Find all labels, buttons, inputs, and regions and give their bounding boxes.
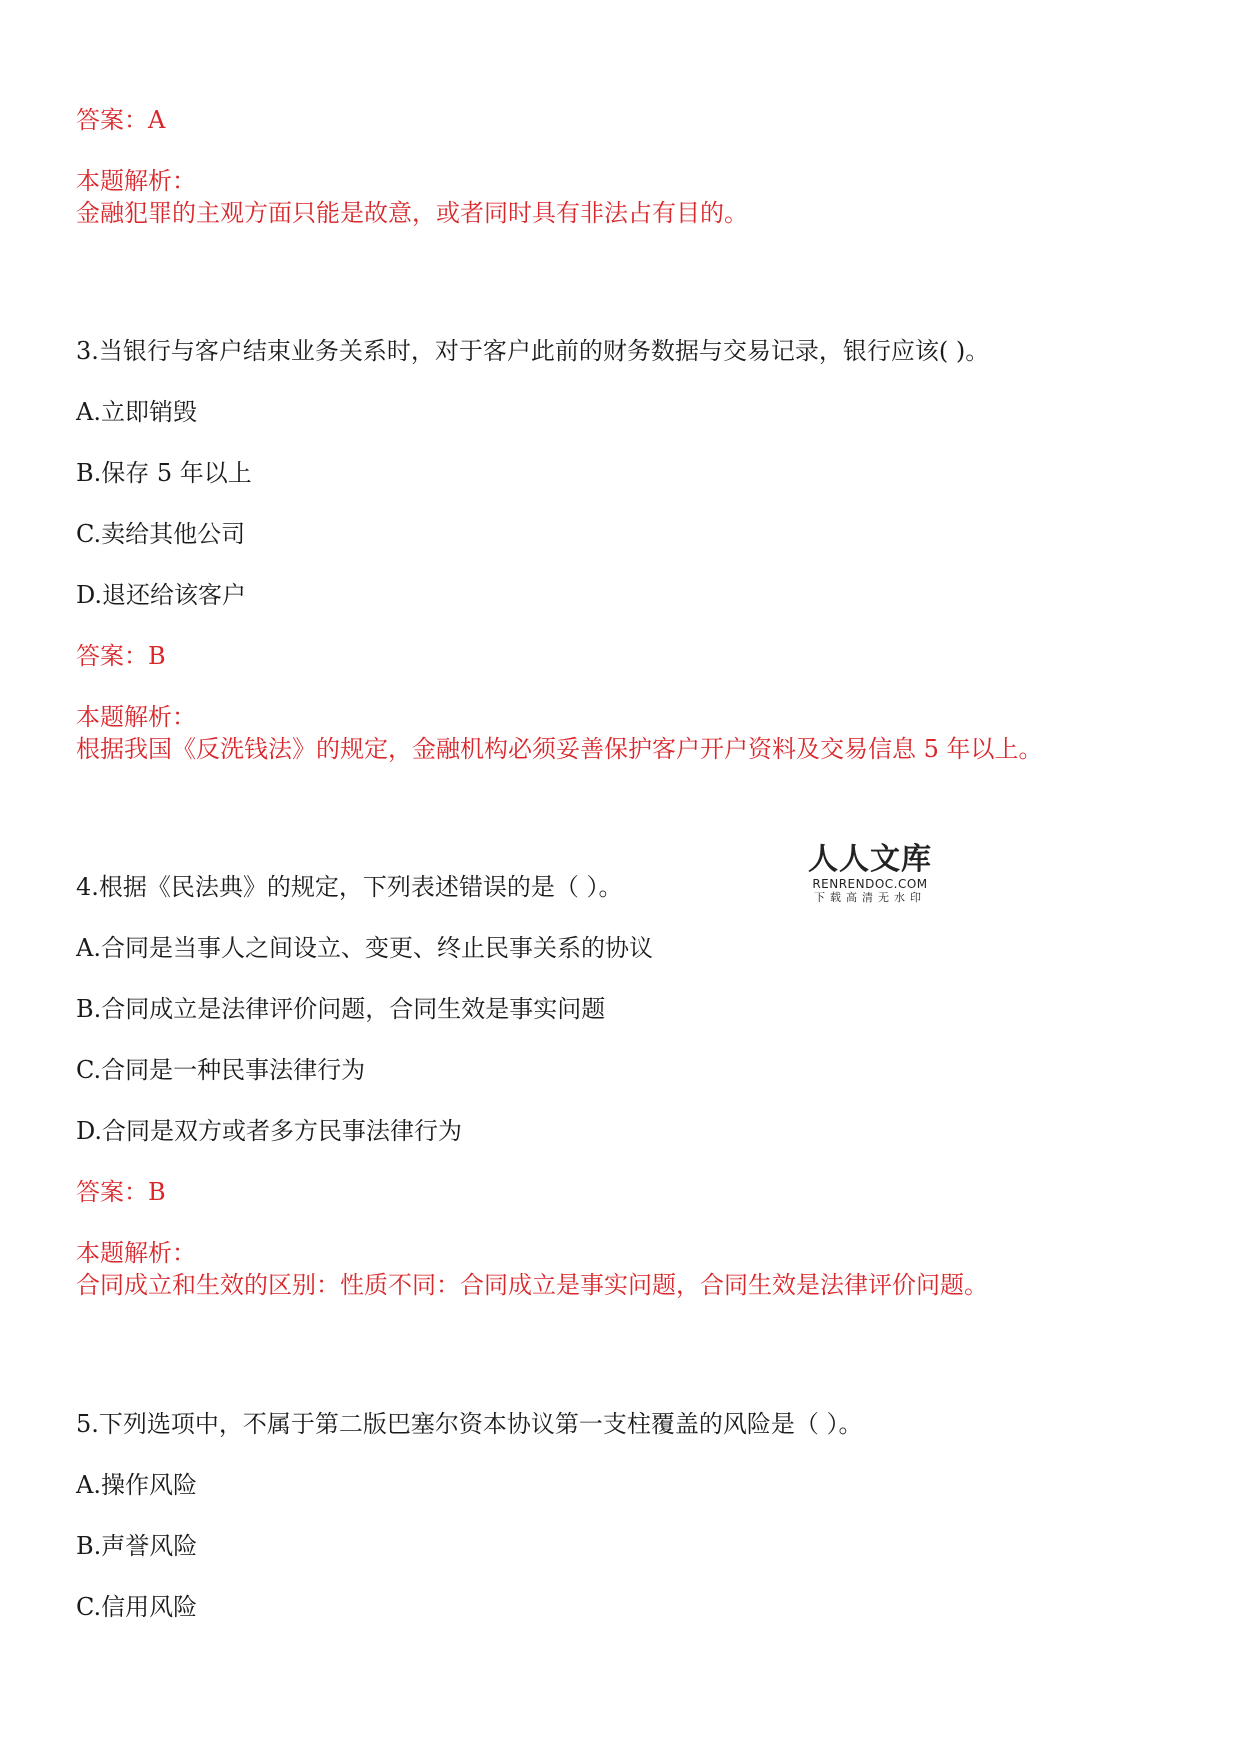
option-d: D.退还给该客户	[76, 581, 247, 609]
answer-text: 答案：B	[76, 1178, 166, 1206]
analysis-label: 本题解析：	[76, 1239, 196, 1267]
analysis-text: 金融犯罪的主观方面只能是故意，或者同时具有非法占有目的。	[76, 199, 748, 227]
option-d: D.合同是双方或者多方民事法律行为	[76, 1117, 463, 1145]
analysis-label: 本题解析：	[76, 703, 196, 731]
analysis-label: 本题解析：	[76, 167, 196, 195]
analysis-text: 合同成立和生效的区别：性质不同：合同成立是事实问题，合同生效是法律评价问题。	[76, 1271, 988, 1299]
watermark-title: 人人文库	[808, 842, 932, 877]
option-b: B.合同成立是法律评价问题，合同生效是事实问题	[76, 995, 606, 1023]
analysis-text: 根据我国《反洗钱法》的规定，金融机构必须妥善保护客户开户资料及交易信息 5 年以上。	[76, 735, 1043, 763]
option-b: B.保存 5 年以上	[76, 459, 252, 487]
answer-text: 答案：A	[76, 106, 166, 134]
question-4: 4.根据《民法典》的规定，下列表述错误的是（ ）。	[76, 873, 623, 901]
option-a: A.合同是当事人之间设立、变更、终止民事关系的协议	[76, 934, 653, 962]
option-c: C.合同是一种民事法律行为	[76, 1056, 366, 1084]
option-c: C.卖给其他公司	[76, 520, 246, 548]
option-c: C.信用风险	[76, 1593, 198, 1621]
question-3: 3.当银行与客户结束业务关系时，对于客户此前的财务数据与交易记录，银行应该( )。	[76, 337, 990, 365]
option-a: A.立即销毁	[76, 398, 197, 426]
watermark-tagline: 下载高清无水印	[814, 891, 926, 904]
question-5: 5.下列选项中，不属于第二版巴塞尔资本协议第一支柱覆盖的风险是（ ）。	[76, 1410, 863, 1438]
option-b: B.声誉风险	[76, 1532, 198, 1560]
watermark-domain: RENRENDOC.COM	[812, 877, 928, 891]
renrendoc-watermark-logo	[800, 843, 940, 905]
answer-text: 答案：B	[76, 642, 166, 670]
option-a: A.操作风险	[76, 1471, 197, 1499]
